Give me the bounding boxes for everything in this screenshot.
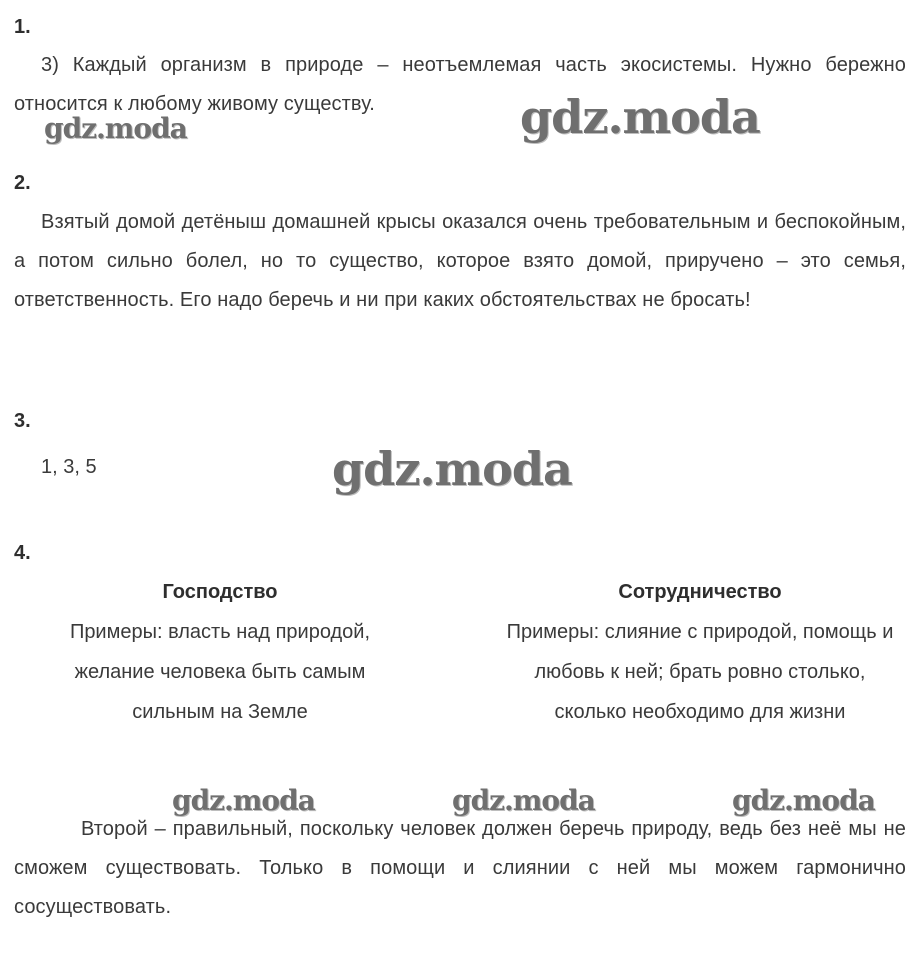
task-2-answer: Взятый домой детёныш домашней крысы оказался очень требовательным и беспокойным, а потом сильно болел, но то существо, которое взято домой, приручено – это семья, ответственность. Его надо беречь и ни при каких обстоятельствах не бросать! bbox=[14, 211, 906, 311]
task-3-answer: 1, 3, 5 bbox=[41, 456, 97, 478]
domination-column bbox=[40, 572, 400, 732]
watermark-logo: gdz.moda bbox=[172, 784, 315, 817]
watermark-logo: gdz.moda bbox=[520, 90, 760, 144]
domination-examples: Примеры: власть над природой, желание человека быть самым сильным на Земле bbox=[69, 621, 371, 723]
task-4-number: 4. bbox=[14, 542, 31, 564]
task-1-number: 1. bbox=[14, 16, 31, 38]
cooperation-examples: Примеры: слияние с природой, помощь и любовь к ней; брать ровно столько, сколько необходимо для жизни bbox=[506, 621, 894, 723]
watermark-logo: gdz.moda bbox=[332, 442, 572, 496]
task-3-number: 3. bbox=[14, 410, 31, 432]
watermark-logo: gdz.moda bbox=[44, 112, 187, 145]
watermark-logo: gdz.moda bbox=[732, 784, 875, 817]
cooperation-heading: Сотрудничество bbox=[618, 581, 782, 603]
domination-heading: Господство bbox=[162, 581, 278, 603]
cooperation-column bbox=[500, 572, 900, 732]
watermark-logo: gdz.moda bbox=[452, 784, 595, 817]
task-1-answer: 3) Каждый организм в природе – неотъемлемая часть экосистемы. Нужно бережно относится к любому живому существу. bbox=[14, 54, 906, 115]
task-2-number: 2. bbox=[14, 172, 31, 194]
task-4-conclusion: Второй – правильный, поскольку человек должен беречь природу, ведь без неё мы не сможем существовать. Только в помощи и слиянии с ней мы можем гармонично сосуществовать. bbox=[14, 818, 906, 918]
